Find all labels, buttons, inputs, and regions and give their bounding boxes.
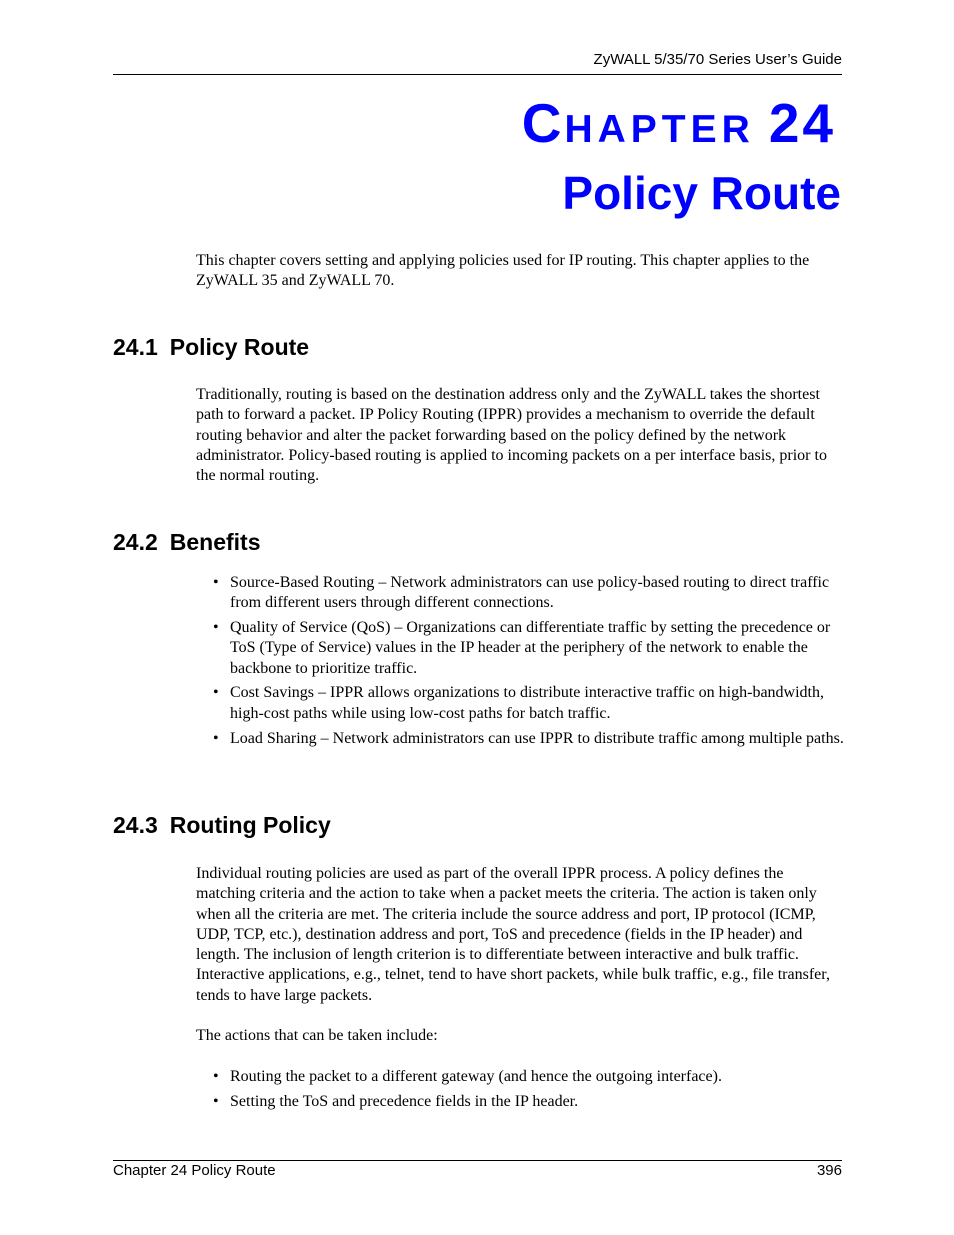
list-item-text: Quality of Service (QoS) – Organizations can differentiate traffic by setting the precedence or ToS (Type of Service) values in the IP header at the periphery of the network to enable the backbone to prioritize traffic. xyxy=(230,619,831,677)
bullet-icon: • xyxy=(213,1068,219,1085)
bullet-icon: • xyxy=(213,1092,219,1110)
benefits-list xyxy=(196,573,844,753)
chapter-number: 24 xyxy=(768,92,836,154)
list-item-text: Source-Based Routing – Network administrators can use policy-based routing to direct traffic from different users through different connections. xyxy=(230,574,830,612)
running-header: ZyWALL 5/35/70 Series User’s Guide xyxy=(593,51,842,68)
list-item xyxy=(196,573,844,614)
section-number: 24.3 xyxy=(113,812,158,838)
footer-rule xyxy=(113,1160,842,1161)
intro-paragraph: This chapter covers setting and applying policies used for IP routing. This chapter applies to the ZyWALL 35 and ZyWALL 70. xyxy=(196,252,810,290)
policy-route-paragraph: Traditionally, routing is based on the destination address only and the ZyWALL takes the shortest path to forward a packet. IP Policy Routing (IPPR) provides a mechanism to override the default routing behavior and alter the packet forwarding based on the policy defined by the network administrator. Policy-based routing is applied to incoming packets on a per interface basis, prior to the normal routing. xyxy=(196,386,827,485)
chapter-label-initial: C xyxy=(521,92,565,154)
list-item-text: Load Sharing – Network administrators can use IPPR to distribute traffic among multiple paths. xyxy=(230,729,844,747)
routing-policy-paragraph: Individual routing policies are used as part of the overall IPPR process. A policy defines the matching criteria and the action to take when a packet meets the criteria. The action is taken only when all the criteria are met. The criteria include the source address and port, IP protocol (ICMP, UDP, TCP, etc.), destination address and port, ToS and precedence (fields in the IP header) and length. The inclusion of length criterion is to differentiate between interactive and bulk traffic. Interactive applications, e.g., telnet, tend to have short packets, while bulk traffic, e.g., file transfer, tends to have large packets. xyxy=(196,865,830,1004)
bullet-icon: • xyxy=(213,574,219,591)
list-item xyxy=(196,618,844,679)
list-item xyxy=(196,729,844,749)
list-item-text: Cost Savings – IPPR allows organizations to distribute interactive traffic on high-bandwidth, high-cost paths while using low-cost paths for batch traffic. xyxy=(230,684,824,722)
footer-chapter-title: Chapter 24 Policy Route xyxy=(113,1162,276,1179)
section-heading-24-3 xyxy=(113,812,331,840)
section-title: Routing Policy xyxy=(169,812,331,838)
section-title: Benefits xyxy=(169,529,261,555)
list-item-text: Routing the packet to a different gateway (and hence the outgoing interface). xyxy=(230,1068,722,1085)
header-rule xyxy=(113,74,842,75)
bullet-icon: • xyxy=(213,684,219,702)
section-heading-24-1 xyxy=(113,334,309,362)
chapter-label xyxy=(521,92,836,154)
list-item xyxy=(196,683,844,724)
actions-intro-paragraph: The actions that can be taken include: xyxy=(196,1027,438,1044)
section-title: Policy Route xyxy=(169,334,310,360)
page-number: 396 xyxy=(816,1162,842,1179)
list-item xyxy=(196,1067,844,1087)
section-number: 24.2 xyxy=(113,529,158,555)
section-number: 24.1 xyxy=(113,334,158,360)
chapter-title: Policy Route xyxy=(562,167,841,219)
bullet-icon: • xyxy=(213,729,219,747)
chapter-label-rest: HAPTER xyxy=(564,108,755,151)
actions-list xyxy=(196,1067,844,1117)
list-item xyxy=(196,1092,844,1112)
bullet-icon: • xyxy=(213,619,219,637)
list-item-text: Setting the ToS and precedence fields in the IP header. xyxy=(230,1092,579,1110)
section-heading-24-2 xyxy=(113,529,261,557)
